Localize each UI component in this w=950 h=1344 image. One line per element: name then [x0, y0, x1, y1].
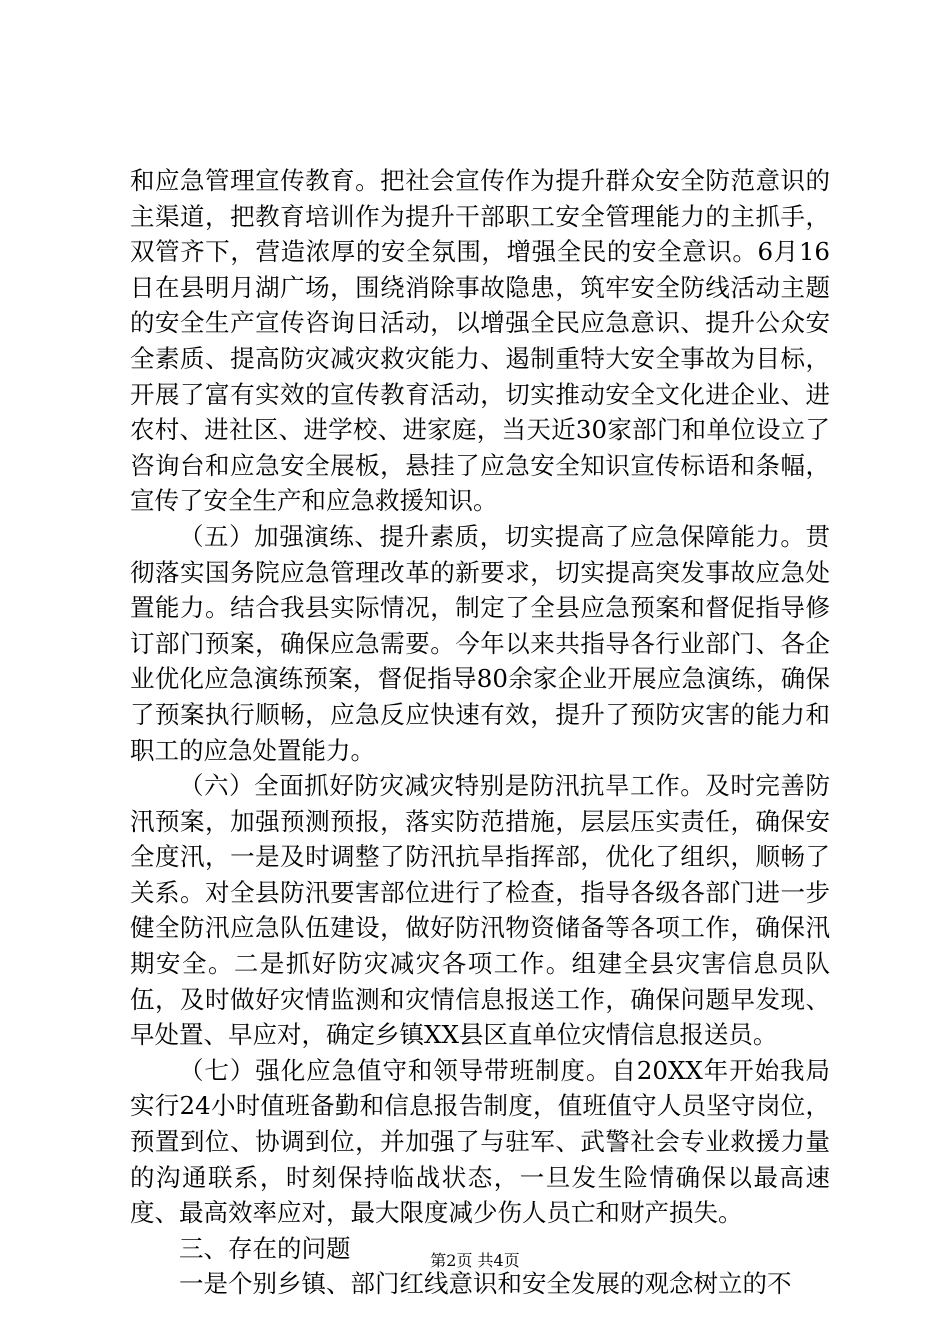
section-heading-problems: 三、存在的问题 [179, 1233, 351, 1263]
paragraph-duty-system-section-7: （七）强化应急值守和领导带班制度。自20XX年开始我局实行24小时值班备勤和信息报告制度，值班值守人员坚守岗位，预置到位、协调到位，并加强了与驻军、武警社会专业救援力量的沟通联系，时刻保持临战状态，一旦发生险情确保以最高速度、最高效率应对，最大限度减少伤人员亡和财产损失。 [130, 1055, 830, 1228]
paragraph-publicity-education: 和应急管理宣传教育。把社会宣传作为提升群众安全防范意识的主渠道，把教育培训作为提升干部职工安全管理能力的主抓手，双管齐下，营造浓厚的安全氛围，增强全民的安全意识。6月16日在县明月湖广场，围绕消除事故隐患，筑牢安全防线活动主题的安全生产宣传咨询日活动，以增强全民应急意识、提升公众安全素质、提高防灾减灾救灾能力、遏制重特大安全事故为目标，开展了富有实效的宣传教育活动，切实推动安全文化进企业、进农村、进社区、进学校、进家庭，当天近30家部门和单位设立了咨询台和应急安全展板，悬挂了应急安全知识宣传标语和条幅，宣传了安全生产和应急救援知识。 [130, 166, 830, 516]
document-body [130, 163, 830, 1302]
page-number-footer: 第2页 共4页 [430, 1251, 520, 1270]
paragraph-problems-first: 一是个别乡镇、部门红线意识和安全发展的观念树立的不 [179, 1269, 792, 1299]
paragraph-drills-section-5: （五）加强演练、提升素质，切实提高了应急保障能力。贯彻落实国务院应急管理改革的新要求，切实提高突发事故应急处置能力。结合我县实际情况，制定了全县应急预案和督促指导修订部门预案，确保应急需要。今年以来共指导各行业部门、各企业优化应急演练预案，督促指导80余家企业开展应急演练，确保了预案执行顺畅，应急反应快速有效，提升了预防灾害的能力和职工的应急处置能力。 [130, 521, 830, 765]
paragraph-flood-control-section-6: （六）全面抓好防灾减灾特别是防汛抗旱工作。及时完善防汛预案，加强预测预报，落实防范措施，层层压实责任，确保安全度汛，一是及时调整了防汛抗旱指挥部，优化了组织，顺畅了关系。对全县防汛要害部位进行了检查，指导各级各部门进一步健全防汛应急队伍建设，做好防汛物资储备等各项工作，确保汛期安全。二是抓好防灾减灾各项工作。组建全县灾害信息员队伍，及时做好灾情监测和灾情信息报送工作，确保问题早发现、早处置、早应对，确定乡镇XX县区直单位灾情信息报送员。 [130, 771, 830, 1050]
